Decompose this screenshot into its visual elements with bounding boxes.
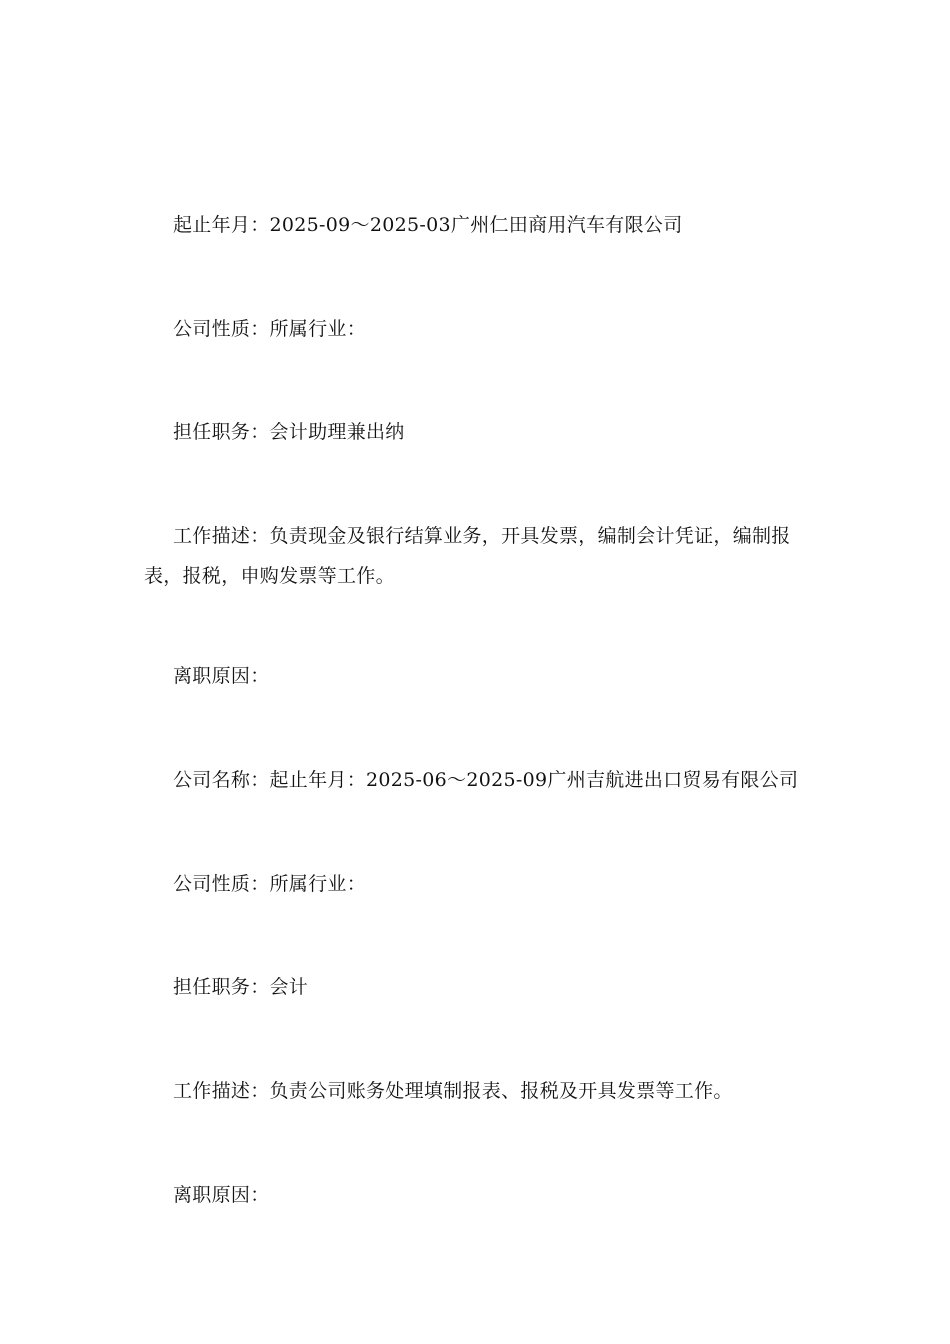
leaving-reason-1: 离职原因： — [173, 665, 270, 687]
leaving-reason-2: 离职原因： — [173, 1184, 270, 1206]
company-name-2: 公司名称：起止年月：2025-06～2025-09广州吉航进出口贸易有限公司 — [173, 769, 799, 791]
position-2: 担任职务：会计 — [173, 976, 309, 998]
company-nature-1: 公司性质：所属行业： — [173, 318, 367, 340]
employment-period-1: 起止年月：2025-09～2025-03广州仁田商用汽车有限公司 — [173, 214, 683, 236]
company-nature-2: 公司性质：所属行业： — [173, 873, 367, 895]
job-description-1: 工作描述：负责现金及银行结算业务，开具发票，编制会计凭证，编制报表，报税，申购发票等工作。 — [144, 525, 791, 587]
job-description-2: 工作描述：负责公司账务处理填制报表、报税及开具发票等工作。 — [173, 1080, 733, 1102]
position-1: 担任职务：会计助理兼出纳 — [173, 421, 405, 443]
